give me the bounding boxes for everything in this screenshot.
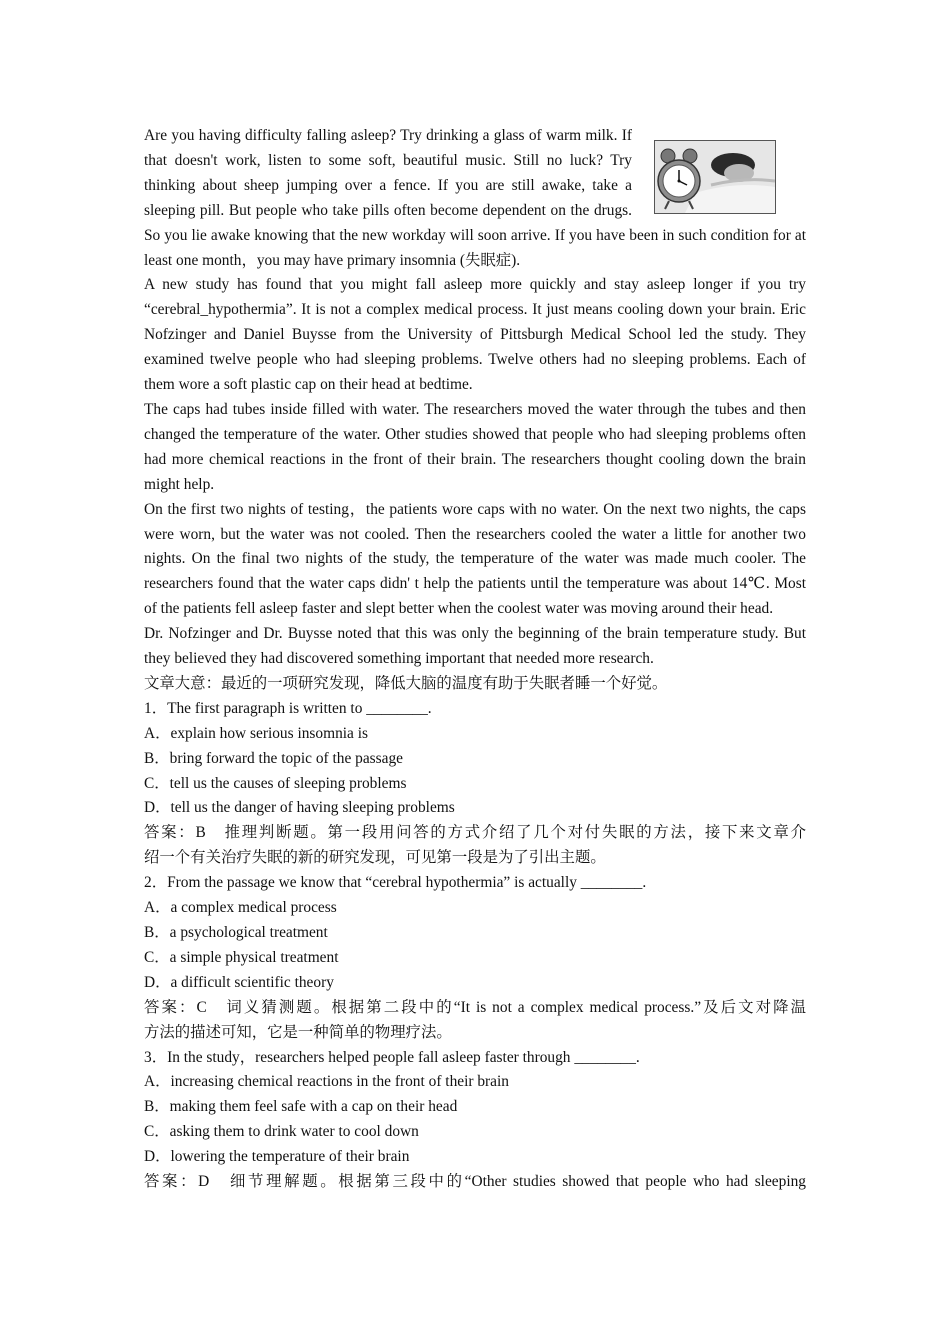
- document-page: [144, 124, 806, 1195]
- question-1-stem: 1．The first paragraph is written to ________.: [144, 699, 432, 717]
- question-2-option-c: C．a simple physical treatment: [144, 948, 339, 966]
- question-1-explanation: 绍一个有关治疗失眠的新的研究发现，可见第一段是为了引出主题。: [144, 849, 606, 867]
- question-3-option-b: B．making them feel safe with a cap on their head: [144, 1098, 458, 1116]
- question-1-option-a: A．explain how serious insomnia is: [144, 724, 368, 742]
- passage-paragraph-4: On the first two nights of testing，the patients wore caps with no water. On the next two nights, the caps were worn, but the water was not cooled. Then the researchers cooled the water a little for another two nights. On the final two nights of the study, the temperature of the water was made much cooler. The researchers found that the water caps didn' t help the patients until the temperature was about 14℃. Most of the patients fell asleep faster and slept better when the coolest water was moving around their head.: [144, 500, 806, 618]
- question-2-explanation: 方法的描述可知，它是一种简单的物理疗法。: [144, 1023, 452, 1041]
- passage-paragraph-1: Are you having difficulty falling asleep? Try drinking a glass of warm milk. If that doesn't work, listen to some soft, beautiful music. Still no luck? Try thinking about sheep jumping over a fence. If you are still awake, take a sleeping pill. But people who take pills often become dependent on the drugs. So you lie awake knowing that the new workday will soon arrive. If you have been in such condition for at least one month，you may have primary insomnia (失眠症).: [144, 127, 806, 269]
- question-2-option-a: A．a complex medical process: [144, 899, 337, 917]
- question-3-stem: 3．In the study，researchers helped people fall asleep faster through ________.: [144, 1048, 640, 1066]
- question-2-stem: 2．From the passage we know that “cerebral hypothermia” is actually ________.: [144, 874, 647, 892]
- question-1-option-c: C．tell us the causes of sleeping problems: [144, 774, 407, 792]
- question-1-option-b: B．bring forward the topic of the passage: [144, 749, 404, 767]
- question-3-answer: 答案：D 细节理解题。根据第三段中的“Other studies showed that people who had sleeping: [144, 1173, 806, 1191]
- question-3-option-d: D．lowering the temperature of their brain: [144, 1148, 410, 1166]
- question-3-option-c: C．asking them to drink water to cool down: [144, 1123, 419, 1141]
- question-2-option-b: B．a psychological treatment: [144, 924, 328, 941]
- passage-paragraph-3: The caps had tubes inside filled with water. The researchers moved the water through the tubes and then changed the temperature of the water. Other studies showed that people who had sleeping problems often had more chemical reactions in the front of their brain. The researchers thought cooling down the brain might help.: [144, 400, 806, 493]
- question-1-option-d: D．tell us the danger of having sleeping problems: [144, 799, 455, 817]
- alarm-clock-sleeping-photo: [654, 140, 776, 214]
- question-2-answer: 答案：C 词义猜测题。根据第二段中的“It is not a complex medical process.”及后文对降温: [144, 998, 806, 1016]
- passage-paragraph-5: Dr. Nofzinger and Dr. Buysse noted that this was only the beginning of the brain temperature study. But they believed they had discovered something important that needed more research.: [144, 625, 806, 668]
- question-1-answer: 答案：B 推理判断题。第一段用问答的方式介绍了几个对付失眠的方法，接下来文章介: [144, 824, 806, 842]
- passage-paragraph-2: A new study has found that you might fall asleep more quickly and stay asleep longer if you try “cerebral_hypothermia”. It is not a complex medical process. It just means cooling down your brain. Eric Nofzinger and Daniel Buysse from the University of Pittsburgh Medical School led the study. They examined twelve people who had sleeping problems. Twelve others had no sleeping problems. Each of them wore a soft plastic cap on their head at bedtime.: [144, 276, 806, 394]
- sleeping-person-illustration: [655, 141, 775, 213]
- summary: 文章大意：最近的一项研究发现，降低大脑的温度有助于失眠者睡一个好觉。: [144, 674, 668, 692]
- question-2-option-d: D．a difficult scientific theory: [144, 973, 334, 991]
- question-3-option-a: A．increasing chemical reactions in the front of their brain: [144, 1073, 509, 1091]
